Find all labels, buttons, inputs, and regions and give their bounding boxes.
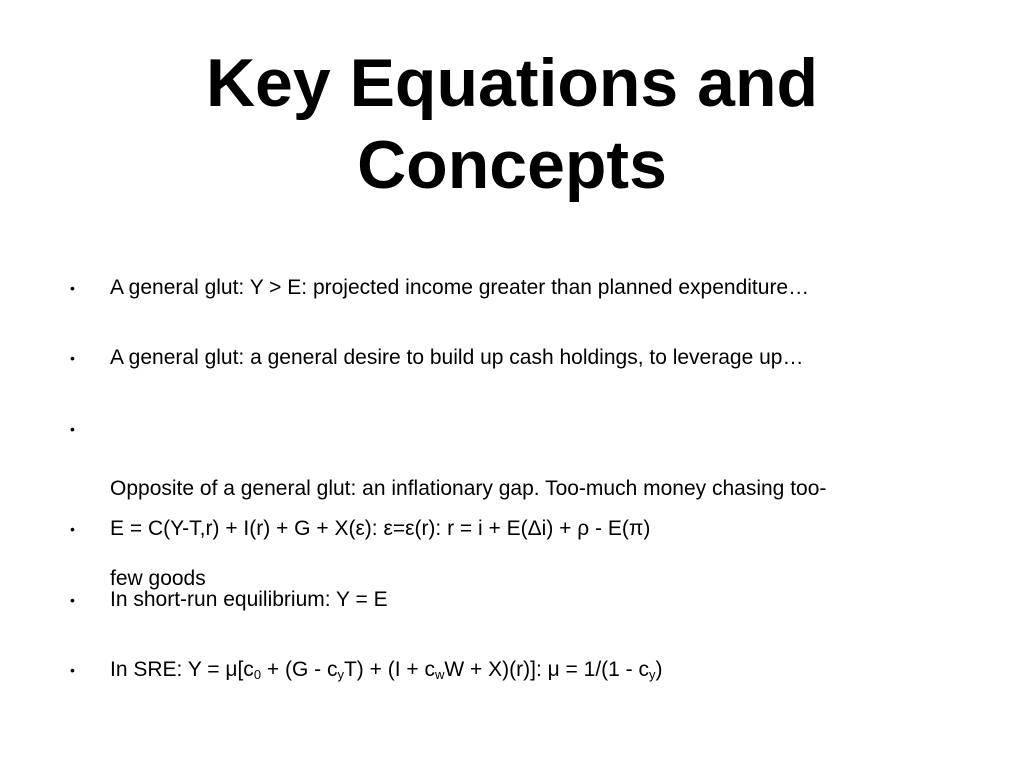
bullet-text: A general glut: a general desire to build up cash holdings, to leverage up… (110, 346, 804, 369)
equation-part: In SRE: Y = μ[c (110, 658, 254, 681)
bullet-text-line-1: Opposite of a general glut: an inflationary gap. Too-much money chasing too- (110, 477, 827, 500)
equation-part: + (G - c (261, 658, 338, 681)
bullet-dot: • (70, 280, 75, 296)
equation-part: W + X)(r)]: μ = 1/(1 - c (444, 658, 650, 681)
slide-title-line-2: Concepts (357, 127, 667, 203)
bullet-text: A general glut: Y > E: projected income greater than planned expenditure… (110, 276, 810, 299)
bullet-dot: • (70, 521, 75, 537)
bullet-dot: • (70, 421, 75, 437)
bullet-text-equation (110, 655, 950, 685)
bullet-text: In short-run equilibrium: Y = E (110, 588, 388, 611)
bullet-dot: • (70, 350, 75, 366)
equation-subscript: 0 (253, 667, 262, 682)
equation-part: ) (655, 658, 663, 681)
bullet-text: E = C(Y-T,r) + I(r) + G + X(ε): ε=ε(r): r = i + E(Δi) + ρ - E(π) (110, 517, 651, 540)
equation-subscript: y (337, 667, 344, 682)
slide-title (0, 42, 1024, 206)
bullet-text-line-2: few goods (110, 567, 206, 590)
bullet-dot: • (70, 592, 75, 608)
equation-subscript: w (435, 667, 445, 682)
slide-title-line-1: Key Equations and (205, 45, 819, 121)
bullet-dot: • (70, 662, 75, 678)
equation-part: T) + (I + c (343, 658, 435, 681)
equation-subscript: y (649, 667, 656, 682)
